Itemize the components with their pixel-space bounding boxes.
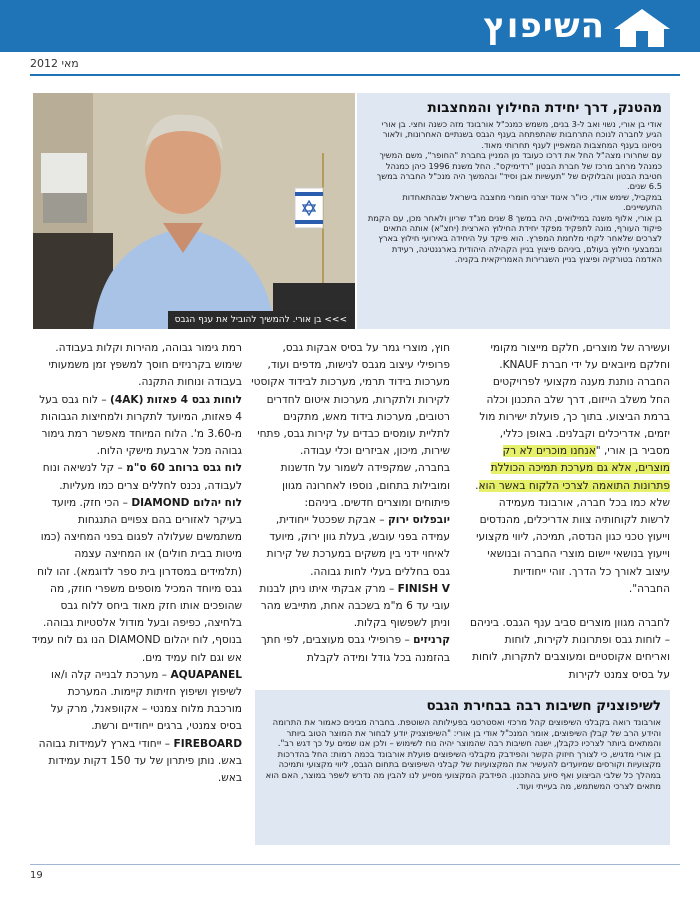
highlighted-quote: אנחנו מוכרים לא רק מוצרים, אלא גם מערכת תמיכה הכוללת פתרונות התואמה לצרכי הלקוח באשר הוא	[478, 445, 670, 492]
product-name: לוחות גבס 4 פאזות (4AK)	[110, 393, 242, 406]
product-name: FINISH V	[397, 582, 450, 595]
body-paragraph	[250, 632, 450, 666]
body-text: – מערכת לבנייה קלה ו/או לשיפוץ ושיפוץ חזיתות קיימות. המערכת מורכבת מלוח צמנטי – אקוופאנל, מרק על בסיס צמנטי, ברגים ייחודיים ורשת.	[50, 668, 242, 733]
product-name: לוח יהלום DIAMOND	[131, 496, 242, 509]
column-right	[470, 340, 670, 684]
header-bar	[0, 0, 700, 52]
product-name: AQUAPANEL	[170, 668, 242, 681]
sidebar-title: מהטנק, דרך יחידת החילוץ והמחצבות	[427, 100, 662, 116]
product-name: לוח גבס ברוחב 60 ס"מ	[126, 462, 242, 475]
product-name: קרניזים	[413, 634, 450, 647]
column-left	[30, 340, 242, 850]
photo-caption: >>> בן אורי. להמשיך להוביל את ענף הגבס	[168, 311, 353, 329]
body-paragraph	[250, 512, 450, 581]
sidebar-box-profile	[357, 93, 670, 329]
body-text: – אבקת שפכטל ייחודית, עמידה בפני עובש, בעלת גוון ירוק, מיועד לאיחוי ידני בין משקים במערכת של קירות גבס בחללים בעלי לחות גבוהה.	[266, 514, 450, 578]
house-icon	[612, 7, 672, 49]
sidebar-title: לשיפוצניק חשיבות רבה בבחירת הגבס	[426, 698, 661, 714]
header-divider	[30, 74, 680, 76]
body-text: – מרק אבקתי איתו ניתן לבנות עובי עד 6 מ"מ בשכבה אחת, מתייבש מהר וניתן לשפשוף בקלות.	[259, 582, 450, 630]
body-text: – לוח גבס בעל 4 פאזות, המיועד לתקרות ולמחיצות הגבוהות מ-3.60 מ'. הלוח המיוחד מאפשר רמת גימור גבוהה מכל ארבעת מישקי הלוח.	[39, 393, 242, 458]
body-paragraph	[30, 736, 242, 788]
sidebar-paragraph: עם שחרורו מצה"ל החל את דרכו כעובד מן המניין בחברת "החופר", משם המשיך כמנהל מרחב מרכז של חברת הבטון "רדימיקס". החל משנת 1996 כיהן כמנהל חטיבת הבטון והבלוקים של "תעשיות אבן וסיד" ובהמשך היה מנכ"ל החברה במשך 6.5 שנים.	[376, 150, 662, 192]
body-paragraph: לחברה מגוון מוצרים סביב ענף הגבס. ביניהם – לוחות גבס ופתרונות לקירות, לוחות ואריחים אקוסטיים ומעוצבים לתקרות, לוחות על בסיס צמנט לקירות	[470, 617, 670, 681]
magazine-logo: השיפוץ	[483, 6, 605, 46]
sidebar-paragraph: אודי בן אורי, נשוי ואב ל-3 בנים, משמש כמנכ"ל אורבונד מזה כשנה וחצי. בן אורי הגיע לחברה לנוכח התרחבות שהתפתחה בענף הגבס בשנתיים האחרונות, ולאור ניסיונו בענף המחצבות המאפיין לענף תחרותי מאוד.	[381, 119, 662, 150]
body-text: ועשירה של מוצרים, חלקם מייצור מקומי וחלקם מיובאים על ידי חברת KNAUF. החברה נותנת מענה מקצועי לפרויקטים החל משלב הייזום, דרך שלב התכנון וכלה ברמת הביצוע. בתוך כך, פועלת ישירות מול יזמים, אדריכלים וקבלנים. באופן כללי, מסביר בן אורי, "	[479, 342, 670, 458]
body-paragraph: רמת גימור גבוהה, מהירות וקלות בעבודה. שימוש בקרניזים חוסך למשפץ זמן משמעותי בעבודה ונוחות התקנה.	[48, 342, 242, 389]
footer-divider	[30, 864, 680, 865]
body-text: – הכי חזק. מיועד בעיקר לאזורים בהם צפויים התנגחות משתמשים שעלולה לפגום בפני המחיצה (כמו מיטות בבית חולים) או המחיצה עצמה (תלמידים במסדרון בית ספר לדוגמא). זהו לוח גבס מיוחד המכיל מוספים משפרי חוזק, מה שהופכים אותו חזק מאוד ביחס ללוח גבס בלחיצה, כפיפה ובעל מודול אלסטיות גבוהה.	[37, 496, 242, 630]
sidebar-paragraph: בן אורי, אלוף משנה במילואים, היה במשך 8 שנים מג"ד שריון ולאחר מכן, עם הקמת פיקוד העורף, מונה לתפקיד מפקד יחידת החילוץ הארצית (יחצ"א) אותה התאים לצרכים שלאחר לקחי מלחמת המפרץ. הוא פיקד על היחידה באירועי חילוץ בארץ ובמבצעי חילוץ בעולם, ביניהם פיצוץ בניין הקהילה היהודית בארגנטינה, רעידת האדמה בטורקיה ופיצוץ בניין השגרירות האמריקאית בקניה.	[367, 212, 662, 265]
product-name: יובפלוס ירוק	[387, 514, 450, 527]
column-middle	[250, 340, 450, 667]
portrait-illustration	[33, 93, 355, 329]
body-paragraph: בחברה, שמקפידה לשמור על חדשנות ומובילות בתחום, נוספו לאחרונה מגוון פיתוחים ומוצרים חדשים. ביניהם:	[280, 462, 450, 509]
body-text: – ייחודי בארץ לעמידות גבוהה באש. נותן פיתרון של עד 150 דקות עמידות באש.	[38, 737, 242, 785]
body-paragraph: בנוסף, לוח יהלום DIAMOND הנו גם לוח עמיד אש וגם לוח עמיד מים.	[31, 634, 242, 664]
portrait-photo	[33, 93, 355, 329]
body-paragraph	[30, 667, 242, 736]
body-text: . שלא כמו בכל חברה, אורבונד מעמידה לרשות לקוחותיה צוות אדריכלים, מהנדסים וייעוץ טכני כגון הנדסה, תמיכה, ליווי מקצועי וייעוץ בנושאי יישום מוצרי החברה ובנושאי עיצוב לאורך כל הדרך. זוהי ייחודיות החברה".	[475, 479, 670, 595]
sidebar-box-renovators	[255, 690, 670, 845]
body-paragraph	[250, 581, 450, 633]
page-number: 19	[30, 870, 43, 881]
sidebar-paragraph: אורבונד רואה בקבלני השיפוצים קהל מרכזי ואסטרטגי בפעילותה השוטפת. בחברה מבינים כאמור את התרומה והידע הרב של קבלן השיפוצים, אומר המנכ"ל אודי בן אורי: "השיפוצניק יודע לבחור את המוצר הטוב ביותר והמתאים ביותר לצרכיו כקבלן, ישנה חשיבות רבה שהמוצר יהיה נוח לשימוש – ולכן אנו שמים על כך דגש רב".	[272, 717, 661, 749]
body-paragraph: חוץ, מוצרי גמר על בסיס אבקות גבס, פרופילי עיצוב מגבס לנישות, מדפים ועוד, מערכות בידוד תרמי, מערכות לבידוד אקוסטי לקירות ולתקרות, מערכות איטום לחדרים רטובים, מערכות בידוד מאש, מתקנים לתליית עומסים כבדים על קירות גבס, פתחי שירות, מיכון, אביזרים וכלי עבודה.	[251, 342, 450, 458]
issue-date: מאי 2012	[30, 57, 79, 70]
sidebar-paragraph: במקביל, שימש אודי, כיו"ר איגוד יצרני חומרי מחצבה בישראל שבהתאחדות התעשיינים.	[402, 191, 662, 213]
body-paragraph	[30, 460, 242, 494]
product-name: FIREBOARD	[173, 737, 242, 750]
body-paragraph	[30, 495, 242, 633]
body-text: – פרופילי גבס מעוצבים, לפי חתך בהזמנה בכל גודל ומידה לקבלת	[260, 634, 450, 664]
body-paragraph	[470, 340, 670, 598]
body-paragraph	[30, 392, 242, 461]
body-text: – קל לנשיאה ונוח לעבודה, נכנס לחללים צרים כמו מעליות.	[42, 462, 242, 492]
sidebar-paragraph: בן אורי מדגיש, כי לצורך חיזוק הקשר והפידבק מקבלני השיפוצים פועלת אורבונד בכמה רמות: החל בהדרכות מקצועיות וקורסים שמיועדים להעשיר את המקצועיות של קבלני השיפוצים בתחום הגבס, ליווי מקצועי ותמיכה במהלך כל שלבי הביצוע ואף סיוע בהתכנון. הפידבק המקצועי מסייע לנו להבין מה נדרש לשפר במוצר, האם הוא מתאים לצרכי המשתמש, מה בעייתי ועוד.	[265, 748, 661, 791]
